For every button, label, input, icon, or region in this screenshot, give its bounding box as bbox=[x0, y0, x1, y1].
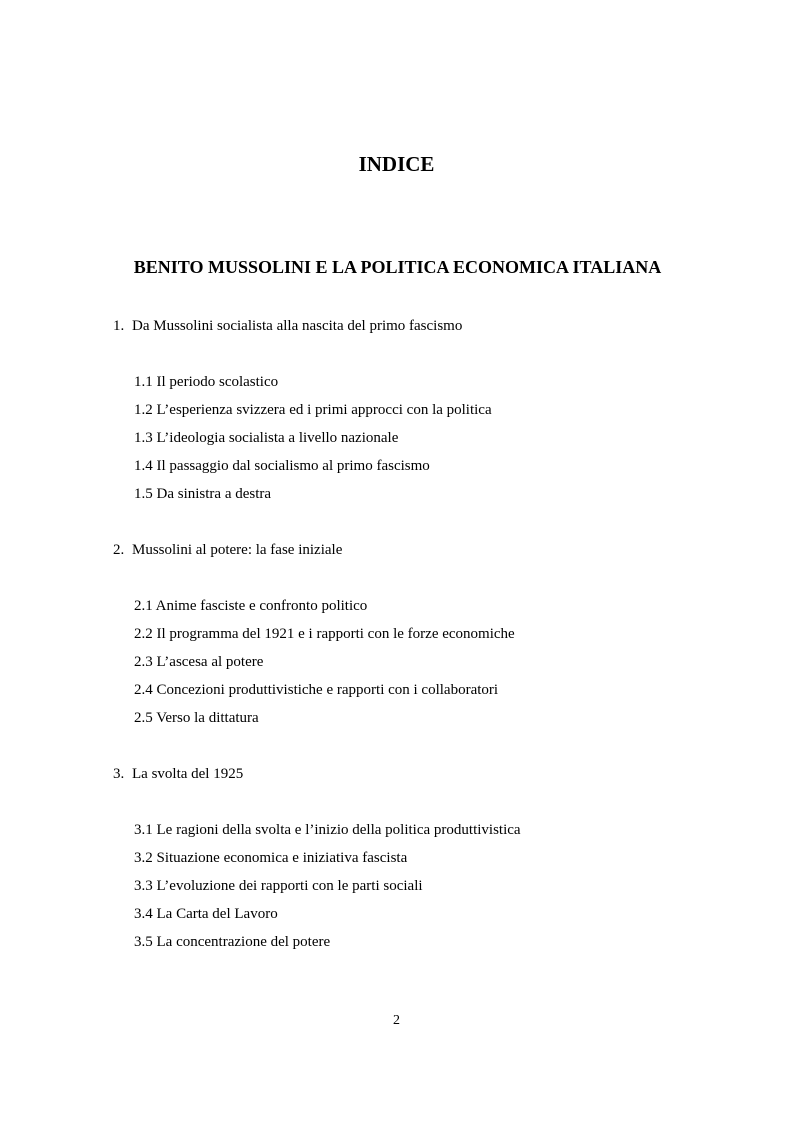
toc-section-2-3: 2.3 L’ascesa al potere bbox=[134, 654, 264, 670]
chapter-title: La svolta del 1925 bbox=[132, 766, 244, 782]
chapter-number: 1. bbox=[113, 318, 125, 334]
page-number: 2 bbox=[393, 1013, 400, 1028]
toc-section-2-5: 2.5 Verso la dittatura bbox=[134, 710, 259, 726]
toc-section-3-5: 3.5 La concentrazione del potere bbox=[134, 934, 331, 950]
toc-section-3-2: 3.2 Situazione economica e iniziativa fascista bbox=[134, 850, 408, 866]
toc-section-2-4: 2.4 Concezioni produttivistiche e rapporti con i collaboratori bbox=[134, 682, 499, 698]
toc-section-1-4: 1.4 Il passaggio dal socialismo al primo fascismo bbox=[134, 458, 430, 474]
chapter-number: 3. bbox=[113, 766, 125, 782]
toc-section-3-3: 3.3 L’evoluzione dei rapporti con le parti sociali bbox=[134, 878, 423, 894]
page-title: INDICE bbox=[358, 152, 435, 176]
toc-section-3-1: 3.1 Le ragioni della svolta e l’inizio della politica produttivistica bbox=[134, 822, 521, 838]
chapter-title: Mussolini al potere: la fase iniziale bbox=[132, 542, 343, 558]
toc-section-2-2: 2.2 Il programma del 1921 e i rapporti con le forze economiche bbox=[134, 626, 515, 642]
toc-section-1-5: 1.5 Da sinistra a destra bbox=[134, 486, 272, 502]
toc-section-1-2: 1.2 L’esperienza svizzera ed i primi approcci con la politica bbox=[134, 402, 492, 418]
chapter-title: Da Mussolini socialista alla nascita del primo fascismo bbox=[132, 318, 463, 334]
toc-section-3-4: 3.4 La Carta del Lavoro bbox=[134, 906, 278, 922]
toc-section-1-1: 1.1 Il periodo scolastico bbox=[134, 374, 279, 390]
toc-chapter-3 bbox=[113, 764, 243, 784]
toc-section-2-1: 2.1 Anime fasciste e confronto politico bbox=[134, 598, 368, 614]
toc-chapter-2 bbox=[113, 540, 342, 560]
chapter-number: 2. bbox=[113, 542, 125, 558]
toc-section-1-3: 1.3 L’ideologia socialista a livello nazionale bbox=[134, 430, 399, 446]
document-subtitle: BENITO MUSSOLINI E LA POLITICA ECONOMICA ITALIANA bbox=[133, 257, 662, 277]
toc-chapter-1 bbox=[113, 316, 462, 336]
